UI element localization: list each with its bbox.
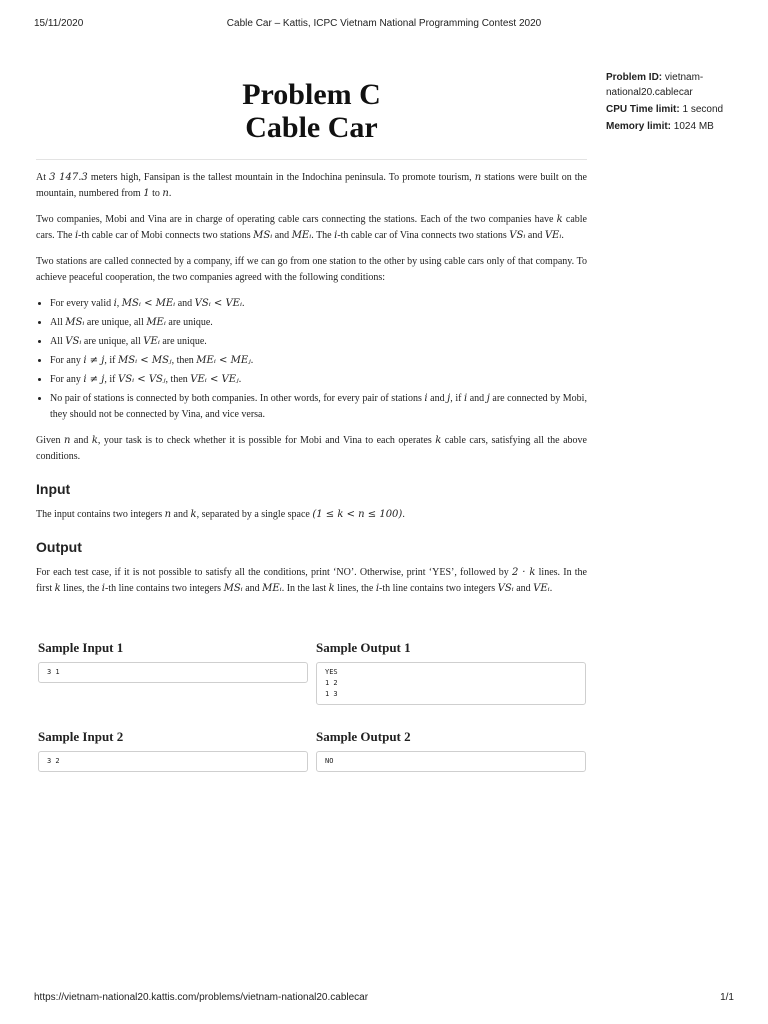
memory-limit-value: 1024 MB xyxy=(673,121,714,132)
output-description: For each test case, if it is not possible to satisfy all the conditions, print ‘NO’. Otherwise, print ‘YES’, followed by 2 · k lines. In the first k lines, the i-th line contains two integers MSᵢ and MEᵢ. In the last k lines, the i-th line contains two integers VSᵢ and VEᵢ. xyxy=(36,567,587,594)
problem-sidebar xyxy=(606,70,746,136)
statement-paragraph: At 3 147.3 meters high, Fansipan is the tallest mountain in the Indochina peninsula. To promote tourism, n stations were built on the mountain, numbered from 1 to n. xyxy=(36,172,587,199)
input-description: The input contains two integers n and k, separated by a single space (1 ≤ k < n ≤ 100). xyxy=(36,509,405,520)
list-item: • All VSᵢ are unique, all VEᵢ are unique. xyxy=(50,334,587,350)
print-header xyxy=(34,18,734,32)
memory-limit-label: Memory limit: xyxy=(606,121,672,132)
list-item: • No pair of stations is connected by both companies. In other words, for every pair of stations i and j, if i and j are connected by Mobi, they should not be connected by Vina, and vice versa. xyxy=(50,391,587,423)
sample-1 xyxy=(38,640,586,705)
sample-output-heading: Sample Output 2 xyxy=(316,729,411,744)
sample-output-heading: Sample Output 1 xyxy=(316,640,411,655)
statement-paragraph: Two stations are called connected by a company, iff we can go from one station to the other by using cable cars only of that company. To achieve peaceful cooperation, the two companies agreed with the following conditions: xyxy=(36,256,587,283)
sample-input-heading: Sample Input 2 xyxy=(38,729,124,744)
page-title xyxy=(36,78,587,144)
sample-input-2 xyxy=(38,729,308,772)
problem-id-row xyxy=(606,70,746,100)
problem-statement xyxy=(36,170,587,597)
problem-letter: Problem C xyxy=(242,78,381,111)
print-title: Cable Car – Kattis, ICPC Vietnam National Programming Contest 2020 xyxy=(226,18,542,29)
problem-name: Cable Car xyxy=(245,111,378,144)
title-divider xyxy=(36,159,587,160)
input-heading: Input xyxy=(36,481,71,497)
list-item: • For every valid i, MSᵢ < MEᵢ and VSᵢ < VEᵢ. xyxy=(50,296,587,312)
sample-output-box[interactable]: YES 1 2 1 3 xyxy=(316,662,586,705)
cpu-limit-row xyxy=(606,102,746,117)
list-item: • For any i ≠ j, if VSᵢ < VSⱼ, then VEᵢ < VEⱼ. xyxy=(50,372,587,388)
statement-paragraph: Given n and k, your task is to check whether it is possible for Mobi and Vina to each operates k cable cars, satisfying all the above conditions. xyxy=(36,435,587,462)
sample-input-heading: Sample Input 1 xyxy=(38,640,124,655)
statement-paragraph: Two companies, Mobi and Vina are in charge of operating cable cars connecting the stations. Each of the two companies have k cable cars. The i-th cable car of Mobi connects two stations MSᵢ and MEᵢ. The i-th cable car of Vina connects two stations VSᵢ and VEᵢ. xyxy=(36,214,587,241)
problem-id-label: Problem ID: xyxy=(606,72,663,83)
problem-main xyxy=(36,78,587,607)
sample-input-1 xyxy=(38,640,308,705)
print-footer xyxy=(34,992,734,1006)
sample-input-box[interactable]: 3 2 xyxy=(38,751,308,772)
problem-id-value: vietnam-national20.cablecar xyxy=(606,72,704,98)
print-date: 15/11/2020 xyxy=(34,18,84,29)
conditions-list xyxy=(36,296,587,423)
memory-limit-row xyxy=(606,119,746,134)
page-number: 1/1 xyxy=(720,992,734,1003)
cpu-limit-label: CPU Time limit: xyxy=(606,104,680,115)
cpu-limit-value: 1 second xyxy=(682,104,724,115)
sample-output-box[interactable]: NO xyxy=(316,751,586,772)
sample-output-1 xyxy=(316,640,586,705)
list-item: • For any i ≠ j, if MSᵢ < MSⱼ, then MEᵢ < MEⱼ. xyxy=(50,353,587,369)
sample-output-2 xyxy=(316,729,586,772)
sample-2 xyxy=(38,729,586,772)
output-heading: Output xyxy=(36,539,82,555)
list-item: • All MSᵢ are unique, all MEᵢ are unique. xyxy=(50,315,587,331)
sample-input-box[interactable]: 3 1 xyxy=(38,662,308,683)
page-url[interactable]: https://vietnam-national20.kattis.com/problems/vietnam-national20.cablecar xyxy=(34,992,369,1003)
